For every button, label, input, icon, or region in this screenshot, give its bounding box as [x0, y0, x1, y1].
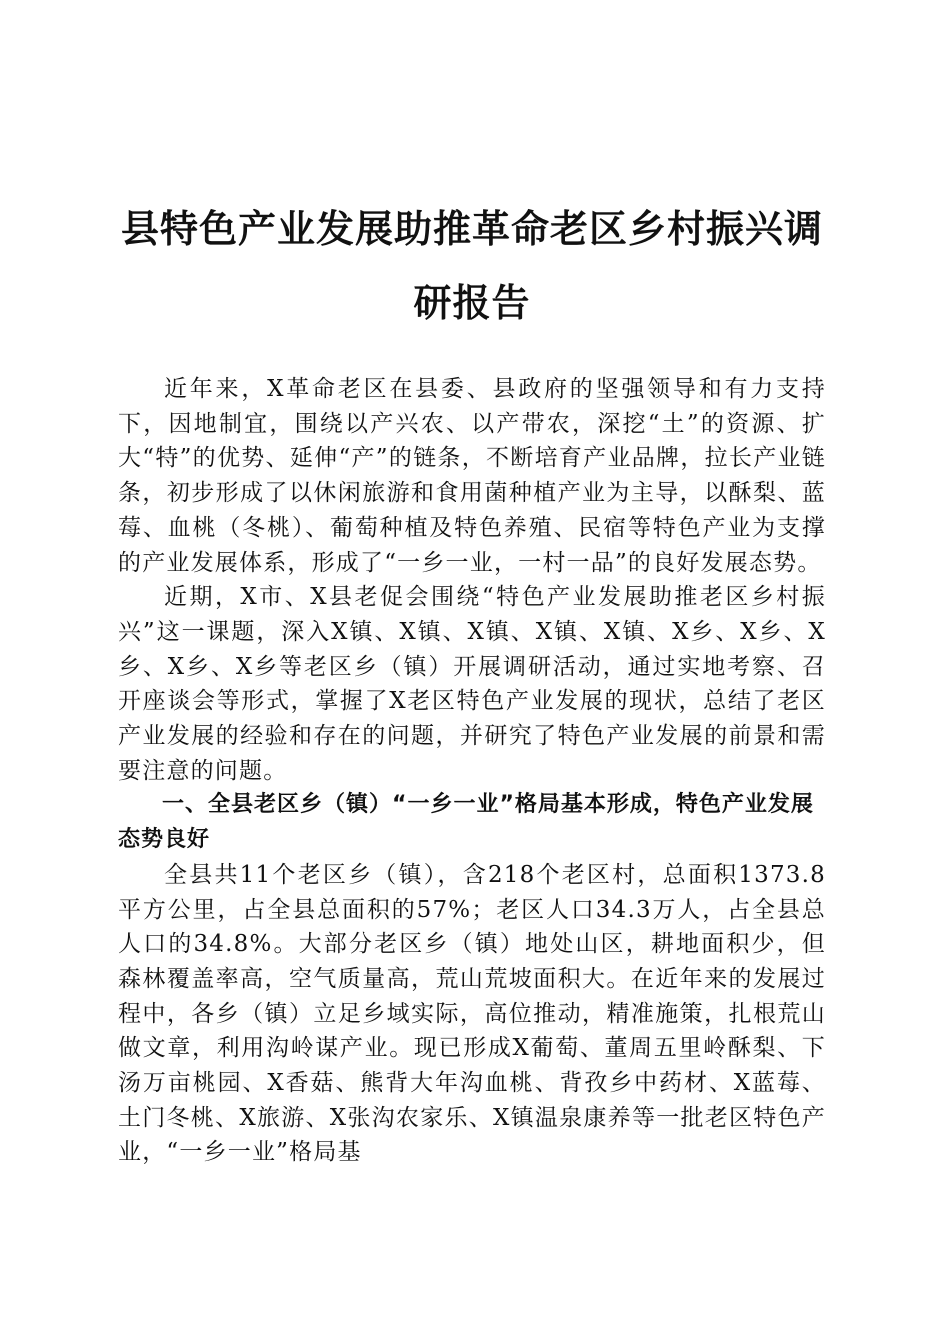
intro-paragraph: 近年来，X革命老区在县委、县政府的坚强领导和有力支持下，因地制宜，围绕以产兴农、以产带农，深挖“土”的资源、扩大“特”的优势、延伸“产”的链条，不断培育产业品牌，拉长产业链条，初步形成了以休闲旅游和食用菌种植产业为主导，以酥梨、蓝莓、血桃（冬桃）、葡萄种植及特色养殖、民宿等特色产业为支撑的产业发展体系，形成了“一乡一业，一村一品”的良好发展态势。	[118, 376, 826, 576]
survey-paragraph: 近期，X市、X县老促会围绕“特色产业发展助推老区乡村振兴”这一课题，深入X镇、X镇、X镇、X镇、X镇、X乡、X乡、X乡、X乡、X乡等老区乡（镇）开展调研活动，通过实地考察、召开座谈会等形式，掌握了X老区特色产业发展的现状，总结了老区产业发展的经验和存在的问题，并研究了特色产业发展的前景和需要注意的问题。	[118, 584, 826, 784]
section-paragraph: 全县共11个老区乡（镇），含218个老区村，总面积1373.8平方公里，占全县总面积的57%；老区人口34.3万人，占全县总人口的34.8%。大部分老区乡（镇）地处山区，耕地面积少，但森林覆盖率高，空气质量高，荒山荒坡面积大。在近年来的发展过程中，各乡（镇）立足乡域实际，高位推动，精准施策，扎根荒山做文章，利用沟岭谋产业。现已形成X葡萄、董周五里岭酥梨、下汤万亩桃园、X香菇、熊背大年沟血桃、背孜乡中药材、X蓝莓、土门冬桃、X旅游、X张沟农家乐、X镇温泉康养等一批老区特色产业，“一乡一业”格局基	[118, 861, 826, 1166]
document-body	[118, 372, 826, 1170]
section-heading: 一、全县老区乡（镇）“一乡一业”格局基本形成，特色产业发展态势良好	[118, 792, 814, 853]
document-page	[118, 192, 826, 1170]
document-title: 县特色产业发展助推革命老区乡村振兴调研报告	[120, 206, 823, 325]
